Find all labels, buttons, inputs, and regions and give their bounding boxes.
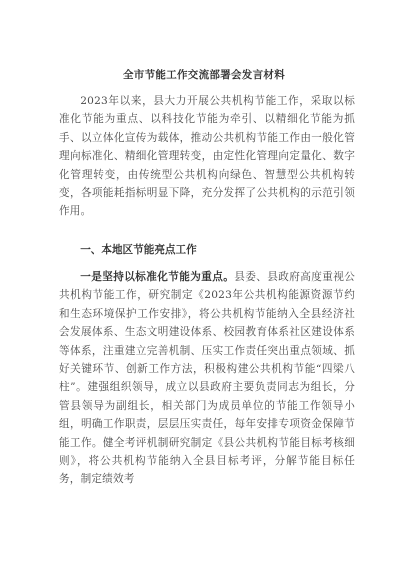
intro-paragraph-block	[59, 92, 355, 221]
section-paragraph	[59, 268, 355, 489]
section-body-text: 县委、县政府高度重视公共机构节能工作，研究制定《2023年公共机构能源资源节约和生态环境保护工作安排》，将公共机构节能纳入全县经济社会发展体系、生态文明建设体系、校园教育体系社区建设体系等体系，注重建立完善机制、压实工作责任突出重点领域、抓好关键环节、创新工作方法，积极构建公共机构节能“四梁八柱”。建强组织领导，成立以县政府主要负责同志为组长，分管县领导为副组长，相关部门为成员单位的节能工作领导小组，明确工作职责，层层压实责任，每年安排专项资金保障节能工作。健全考评机制研究制定《县公共机构节能目标考核细则》，将公共机构节能纳入全县目标考评，分解节能目标任务，制定绩效考	[59, 271, 355, 486]
section-heading: 一、本地区节能亮点工作	[80, 244, 197, 256]
intro-paragraph: 2023年以来，县大力开展公共机构节能工作，采取以标准化节能为重点、以科技化节能为牵引、以精细化节能为抓手、以立体化宣传为载体，推动公共机构节能工作由一般化管理向标准化、精细化管理转变，由定性化管理向定量化、数字化管理转变，由传统型公共机构向绿色、智慧型公共机构转变，各项能耗指标明显下降，充分发挥了公共机构的示范引领作用。	[59, 95, 355, 218]
section-lead-sentence: 一是坚持以标准化节能为重点。	[80, 271, 235, 283]
section-paragraph-block	[59, 268, 355, 489]
document-title: 全市节能工作交流部署会发言材料	[123, 69, 285, 81]
